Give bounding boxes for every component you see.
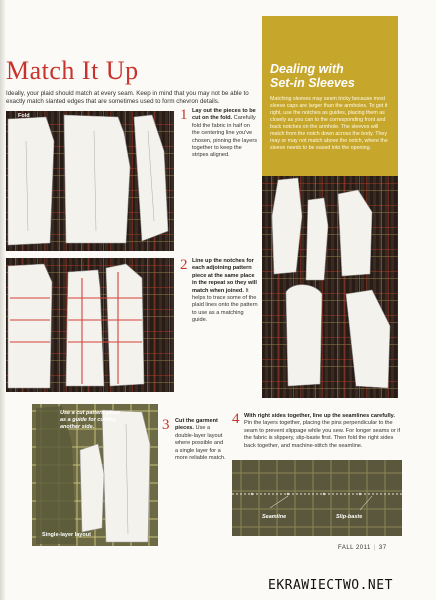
- slipbaste-label: Slip-baste: [336, 514, 363, 520]
- step-1-text: [192, 108, 258, 160]
- step-2-bold: Line up the notches for each adjoining pattern piece at the same place in the repeat so they will match when joined.: [192, 258, 257, 294]
- pattern-pieces-illustration-2: [6, 258, 174, 392]
- step-4-number: 4: [232, 411, 240, 427]
- sidebar-title-line-1: Dealing with: [270, 62, 344, 76]
- sidebar-title: [270, 62, 394, 90]
- step-4-text: [244, 413, 404, 450]
- fold-label: Fold: [18, 113, 30, 119]
- step-2-text: [192, 258, 260, 325]
- photo-step-3: [32, 404, 158, 546]
- step-4-body: Pin the layers together, placing the pins perpendicular to the seam to prevent slippage while you sew. For longer seams or if the fabric is slippery, slip-baste first. Then fold the right sides back together, and machine-stitch the seamline.: [244, 420, 401, 449]
- photo-3-caption: Use a cut pattern piece as a guide for cutting another side.: [60, 410, 121, 430]
- step-2-body: It helps to trace some of the plaid lines onto the pattern to use as a matching guide.: [192, 287, 258, 324]
- sleeve-pattern-illustration: [262, 176, 398, 398]
- sidebar-title-line-2: Set-in Sleeves: [270, 76, 355, 90]
- intro-paragraph: Ideally, your plaid should match at every seam. Keep in mind that you may not be able to exactly match slanted edges that are sometimes used to form chevron details.: [6, 90, 249, 106]
- photo-step-4: [232, 460, 402, 536]
- photo-step-1: [6, 111, 174, 251]
- seam-illustration: [232, 460, 402, 536]
- step-3-number: 3: [162, 417, 170, 433]
- seamline-label: Seamline: [262, 514, 287, 520]
- issue-label: FALL 2011: [338, 545, 371, 551]
- page-title: Match It Up: [6, 56, 139, 85]
- watermark: EKRAWIECTWO.NET: [268, 578, 393, 593]
- sidebar-text: Matching sleeves may seem tricky because most sleeve caps are larger than the armholes. To get it right, use the notches as guides, placing them as closely as you can to the corresponding front and back notches on the armhole. The sleeves will match from the notch down across the body. They may or may not match above the notch, where the sleeve needs to be eased into the opening.: [270, 96, 388, 151]
- sidebar-set-in-sleeves: [262, 16, 398, 184]
- pattern-pieces-illustration-1: [6, 111, 174, 251]
- step-4-bold: With right sides together, line up the seamlines carefully.: [244, 413, 395, 419]
- step-2-number: 2: [180, 257, 188, 273]
- step-3-bold: Cut the garment pieces.: [175, 418, 218, 432]
- step-3-body: Use a double-layer layout where possible and a single layer for a more reliable match.: [175, 425, 226, 462]
- footer-separator: |: [373, 545, 376, 551]
- page-number: 37: [378, 545, 387, 551]
- page-footer: [338, 545, 387, 551]
- photo-sleeves: [262, 176, 398, 398]
- photo-3-label: Single-layer layout: [42, 532, 91, 538]
- photo-step-2: [6, 258, 174, 392]
- step-1-body: Carefully fold the fabric in half on the centering line you've chosen, pinning the layers together to keep the stripes aligned.: [192, 115, 257, 159]
- step-1-number: 1: [180, 107, 188, 123]
- step-1-bold: Lay out the pieces to be cut on the fold.: [192, 108, 256, 122]
- step-3-text: [175, 418, 227, 462]
